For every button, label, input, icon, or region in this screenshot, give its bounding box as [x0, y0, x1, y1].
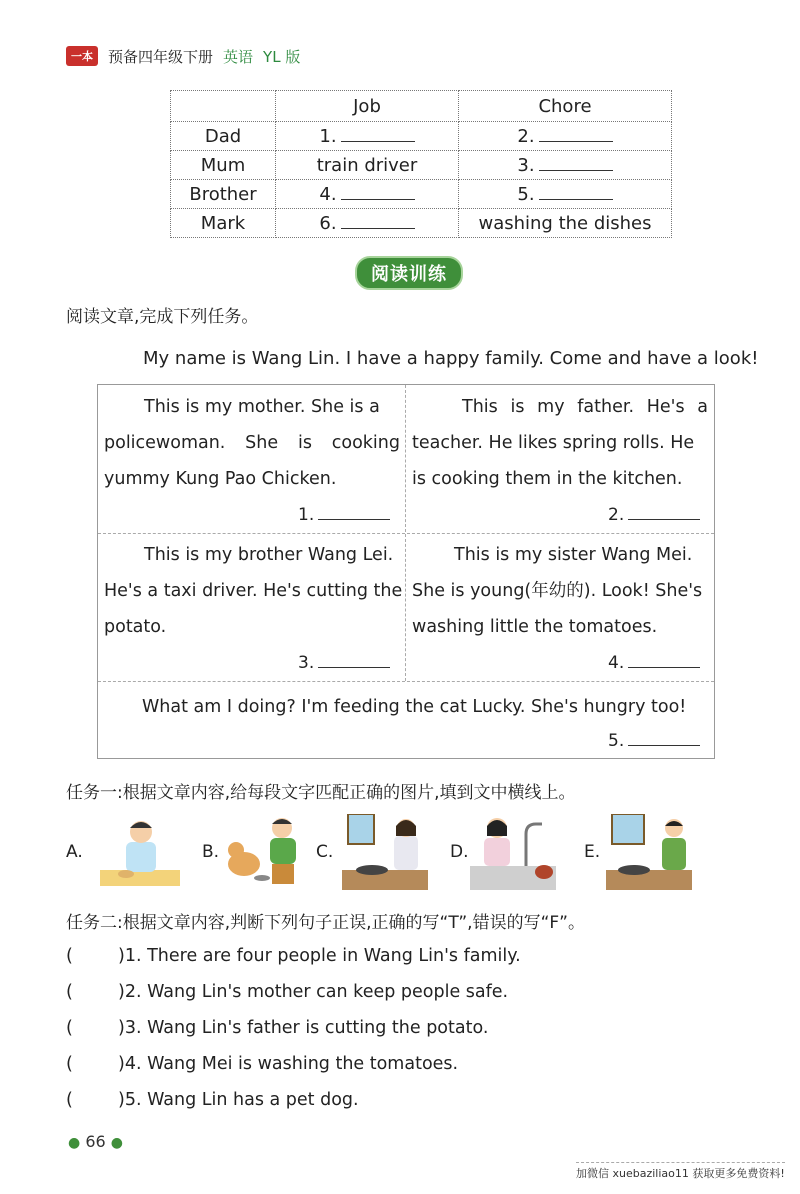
table-row [171, 180, 672, 209]
job-cell[interactable]: 1. [276, 122, 459, 151]
passage-intro: My name is Wang Lin. I have a happy family. Come and have a look! [143, 348, 759, 369]
section-title-banner: 阅读训练 [355, 256, 463, 290]
table-row [171, 122, 672, 151]
answer-blank-1[interactable]: 1. [298, 505, 390, 525]
job-chore-table [170, 90, 672, 238]
job-cell[interactable]: 4. [276, 180, 459, 209]
chore-cell: washing the dishes [459, 209, 672, 238]
boy-feeding-cat-picture [222, 814, 308, 890]
table-header-cell: Job [276, 91, 459, 122]
answer-blank-5[interactable]: 5. [608, 731, 700, 751]
brand-logo: 一本 [66, 46, 98, 66]
job-cell: train driver [276, 151, 459, 180]
page-number: ● 66 ● [68, 1132, 123, 1151]
task1-instruction: 任务一:根据文章内容,给每段文字匹配正确的图片,填到文中横线上。 [66, 783, 576, 803]
sister-paragraph: This is my sister Wang Mei. She is young(年幼的). Look! She's washing little the tomatoes. [412, 545, 703, 637]
watermark-text: 加微信 xuebaziliao11 获取更多免费资料! [576, 1162, 785, 1181]
statement-2[interactable]: ( )2. Wang Lin's mother can keep people safe. [66, 982, 509, 1002]
picture-label-a: A. [66, 842, 83, 862]
father-cooking-picture [606, 814, 692, 890]
brother-paragraph: This is my brother Wang Lei. He's a taxi driver. He's cutting the potato. [104, 545, 403, 637]
dot-icon: ● [68, 1135, 81, 1151]
table-header-cell [171, 91, 276, 122]
table-row [171, 151, 672, 180]
chore-cell[interactable]: 2. [459, 122, 672, 151]
table-row [171, 209, 672, 238]
page-header [66, 44, 300, 68]
person-cell: Brother [171, 180, 276, 209]
statement-1[interactable]: ( )1. There are four people in Wang Lin's family. [66, 946, 521, 966]
table-header-cell: Chore [459, 91, 672, 122]
edition-label: YL 版 [263, 47, 301, 66]
chore-cell[interactable]: 5. [459, 180, 672, 209]
task2-instruction: 任务二:根据文章内容,判断下列句子正误,正确的写“T”,错误的写“F”。 [66, 913, 585, 933]
dot-icon: ● [110, 1135, 123, 1151]
statement-3[interactable]: ( )3. Wang Lin's father is cutting the potato. [66, 1018, 489, 1038]
statement-4[interactable]: ( )4. Wang Mei is washing the tomatoes. [66, 1054, 459, 1074]
boy-cutting-potato-picture [96, 814, 182, 890]
person-cell: Mark [171, 209, 276, 238]
chore-cell[interactable]: 3. [459, 151, 672, 180]
person-cell: Mum [171, 151, 276, 180]
mother-paragraph: This is my mother. She is a policewoman. She is cooking yummy Kung Pao Chicken. [104, 397, 400, 489]
statement-5[interactable]: ( )5. Wang Lin has a pet dog. [66, 1090, 359, 1110]
picture-label-d: D. [450, 842, 469, 862]
picture-options [66, 812, 706, 892]
picture-label-b: B. [202, 842, 220, 862]
picture-label-c: C. [316, 842, 334, 862]
job-cell[interactable]: 6. [276, 209, 459, 238]
sister-washing-tomatoes-picture [470, 814, 556, 890]
book-title: 预备四年级下册 [108, 47, 214, 66]
mother-cooking-picture [342, 814, 428, 890]
reading-instruction: 阅读文章,完成下列任务。 [66, 307, 259, 327]
answer-blank-3[interactable]: 3. [298, 653, 390, 673]
passage-box [97, 384, 715, 759]
father-paragraph: This is my father. He's a teacher. He likes spring rolls. He is cooking them in the kitchen. [412, 397, 708, 489]
person-cell: Dad [171, 122, 276, 151]
table-header-row [171, 91, 672, 122]
row-divider [98, 533, 714, 534]
picture-label-e: E. [584, 842, 601, 862]
subject-label: 英语 [223, 47, 254, 66]
me-paragraph: What am I doing? I'm feeding the cat Lucky. She's hungry too! [142, 697, 687, 717]
answer-blank-2[interactable]: 2. [608, 505, 700, 525]
row-divider [98, 681, 714, 682]
answer-blank-4[interactable]: 4. [608, 653, 700, 673]
